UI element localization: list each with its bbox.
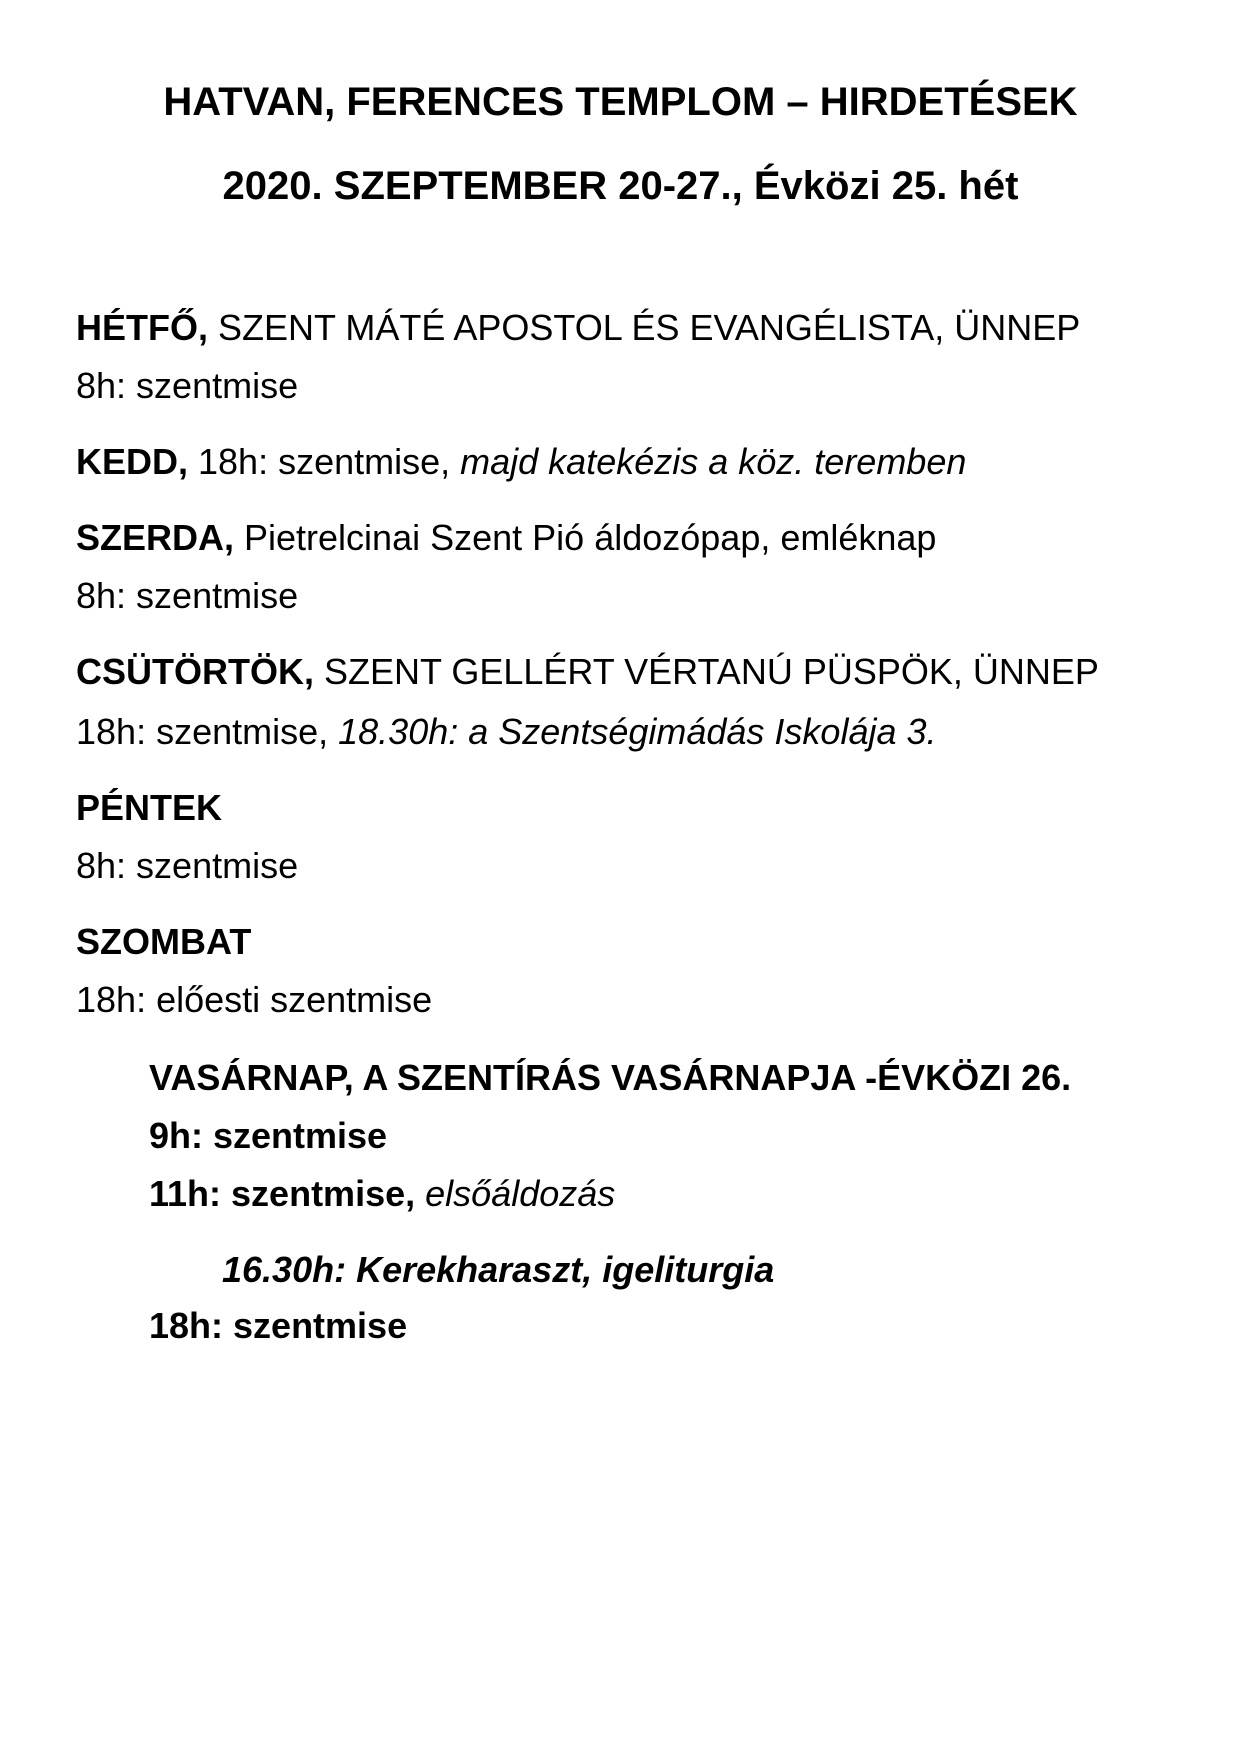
page-title: HATVAN, FERENCES TEMPLOM – HIRDETÉSEK [163,80,1078,124]
thursday-heading [76,650,1099,694]
sunday-heading: VASÁRNAP, A SZENTÍRÁS VASÁRNAPJA -ÉVKÖZI 26. [149,1057,1072,1098]
thursday-day: CSÜTÖRTÖK, [76,651,314,692]
sunday-kerekharaszt: 16.30h: Kerekharaszt, igeliturgia [222,1249,775,1290]
saturday-mass: 18h: előesti szentmise [76,979,433,1020]
friday-heading: PÉNTEK [76,787,223,828]
thursday-mass-line [76,710,937,754]
tuesday-mass: 18h: szentmise, [188,441,451,482]
wednesday-feast: Pietrelcinai Szent Pió áldozópap, emléknap [234,517,937,558]
tuesday-heading [76,440,966,484]
thursday-note: 18.30h: a Szentségimádás Iskolája 3. [328,711,937,752]
wednesday-heading [76,516,936,560]
tuesday-note: majd katekézis a köz. teremben [450,441,967,482]
saturday-heading: SZOMBAT [76,921,252,962]
sunday-mass-11-note: elsőáldozás [415,1173,616,1214]
sunday-mass-11: 11h: szentmise, [149,1173,416,1214]
page-subtitle: 2020. SZEPTEMBER 20-27., Évközi 25. hét [222,164,1019,208]
tuesday-day: KEDD, [76,441,189,482]
sunday-mass-11-line [149,1172,615,1216]
friday-mass: 8h: szentmise [76,845,299,886]
monday-feast: SZENT MÁTÉ APOSTOL ÉS EVANGÉLISTA, ÜNNEP [208,307,1081,348]
sunday-mass-18: 18h: szentmise [149,1305,408,1346]
monday-day: HÉTFŐ, [76,307,208,348]
thursday-mass: 18h: szentmise, [76,711,329,752]
wednesday-mass: 8h: szentmise [76,575,299,616]
thursday-feast: SZENT GELLÉRT VÉRTANÚ PÜSPÖK, ÜNNEP [314,651,1099,692]
monday-mass: 8h: szentmise [76,365,299,406]
sunday-mass-9: 9h: szentmise [149,1115,388,1156]
wednesday-day: SZERDA, [76,517,235,558]
monday-heading [76,306,1080,350]
